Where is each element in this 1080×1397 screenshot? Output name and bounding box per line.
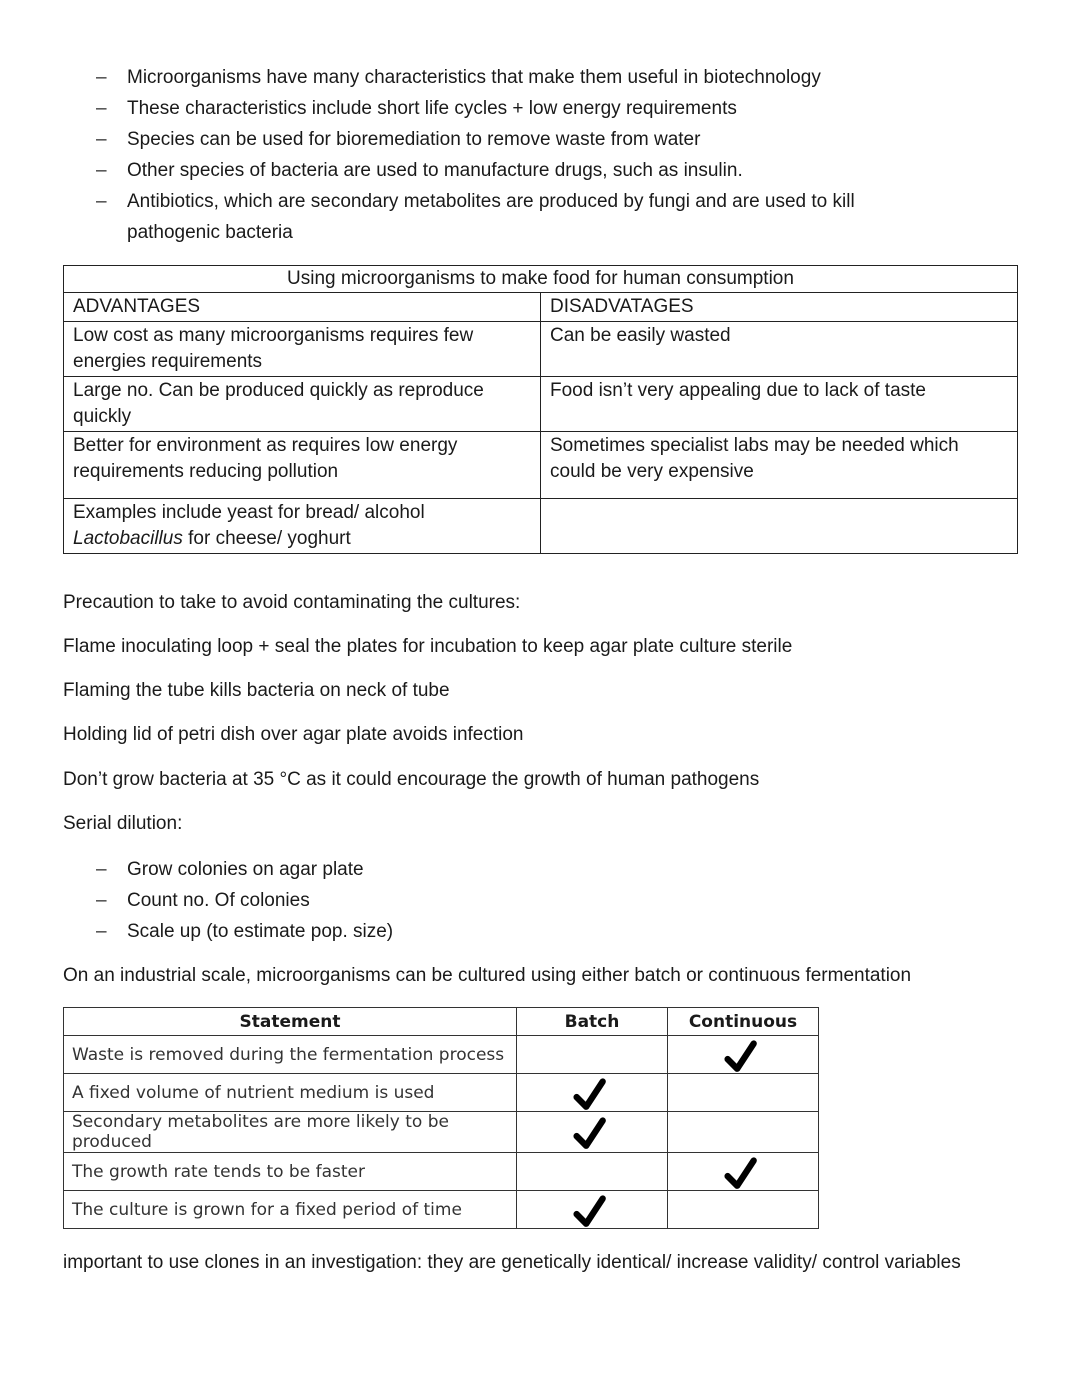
precaution-item: Flaming the tube kills bacteria on neck of tube <box>63 680 450 701</box>
food-table-title: Using microorganisms to make food for human consumption <box>64 266 1018 293</box>
list-item: – Microorganisms have many characteristics that make them useful in biotechnology <box>96 62 927 93</box>
continuous-cell <box>668 1191 819 1229</box>
checkmark-icon <box>571 1116 610 1152</box>
food-advantages-table <box>63 265 1018 554</box>
list-item: – Scale up (to estimate pop. size) <box>96 916 927 947</box>
table-row <box>64 1112 819 1153</box>
list-item: – Grow colonies on agar plate <box>96 854 927 885</box>
disadvantages-header: DISADVATAGES <box>541 293 1018 322</box>
lactobacillus-term: Lactobacillus <box>73 528 183 549</box>
list-item: – Count no. Of colonies <box>96 885 927 916</box>
checkmark-icon <box>722 1038 761 1074</box>
continuous-cell <box>668 1112 819 1153</box>
table-row <box>64 1153 819 1191</box>
empty-cell <box>541 499 1018 554</box>
serial-dilution-steps <box>96 854 927 947</box>
continuous-cell <box>668 1074 819 1112</box>
industrial-scale-text: On an industrial scale, microorganisms can be cultured using either batch or continuous fermentation <box>63 965 912 986</box>
precaution-item: Don’t grow bacteria at 35 °C as it could encourage the growth of human pathogens <box>63 769 760 790</box>
statement-header: Statement <box>64 1008 517 1036</box>
advantage-cell: Better for environment as requires low energy requirements reducing pollution <box>64 432 541 499</box>
examples-cell <box>64 499 541 554</box>
list-item: – Species can be used for bioremediation to remove waste from water <box>96 124 927 155</box>
batch-cell <box>517 1153 668 1191</box>
batch-cell <box>517 1191 668 1229</box>
disadvantage-cell: Food isn’t very appealing due to lack of taste <box>541 377 1018 432</box>
examples-line: Examples include yeast for bread/ alcohol <box>73 502 425 523</box>
statement-cell: The growth rate tends to be faster <box>64 1153 517 1191</box>
statement-cell: Waste is removed during the fermentation process <box>64 1036 517 1074</box>
statement-cell: Secondary metabolites are more likely to be produced <box>64 1112 517 1153</box>
continuous-cell <box>668 1036 819 1074</box>
intro-bullet-list <box>96 62 927 248</box>
table-row <box>64 1191 819 1229</box>
batch-cell <box>517 1036 668 1074</box>
batch-cell <box>517 1074 668 1112</box>
precaution-item: Holding lid of petri dish over agar plate avoids infection <box>63 724 524 745</box>
advantage-cell: Low cost as many microorganisms requires few energies requirements <box>64 322 541 377</box>
clones-text: important to use clones in an investigation: they are genetically identical/ increase validity/ control variables <box>63 1252 961 1273</box>
checkmark-icon <box>571 1076 610 1112</box>
checkmark-icon <box>722 1155 761 1191</box>
advantage-cell: Large no. Can be produced quickly as reproduce quickly <box>64 377 541 432</box>
precautions-heading: Precaution to take to avoid contaminating the cultures: <box>63 592 521 613</box>
list-item: – Other species of bacteria are used to manufacture drugs, such as insulin. <box>96 155 927 186</box>
continuous-header: Continuous <box>668 1008 819 1036</box>
list-item: – Antibiotics, which are secondary metabolites are produced by fungi and are used to kill pathogenic bacteria <box>96 186 927 248</box>
list-item: – These characteristics include short life cycles + low energy requirements <box>96 93 927 124</box>
precaution-item: Flame inoculating loop + seal the plates for incubation to keep agar plate culture sterile <box>63 636 793 657</box>
batch-header: Batch <box>517 1008 668 1036</box>
table-row <box>64 1036 819 1074</box>
disadvantage-cell: Sometimes specialist labs may be needed which could be very expensive <box>541 432 1018 499</box>
fermentation-table <box>63 1007 819 1229</box>
continuous-cell <box>668 1153 819 1191</box>
examples-line: for cheese/ yoghurt <box>182 528 351 549</box>
statement-cell: The culture is grown for a fixed period of time <box>64 1191 517 1229</box>
statement-cell: A fixed volume of nutrient medium is used <box>64 1074 517 1112</box>
disadvantage-cell: Can be easily wasted <box>541 322 1018 377</box>
table-row <box>64 1074 819 1112</box>
advantages-header: ADVANTAGES <box>64 293 541 322</box>
checkmark-icon <box>571 1193 610 1229</box>
serial-dilution-heading: Serial dilution: <box>63 813 183 834</box>
batch-cell <box>517 1112 668 1153</box>
